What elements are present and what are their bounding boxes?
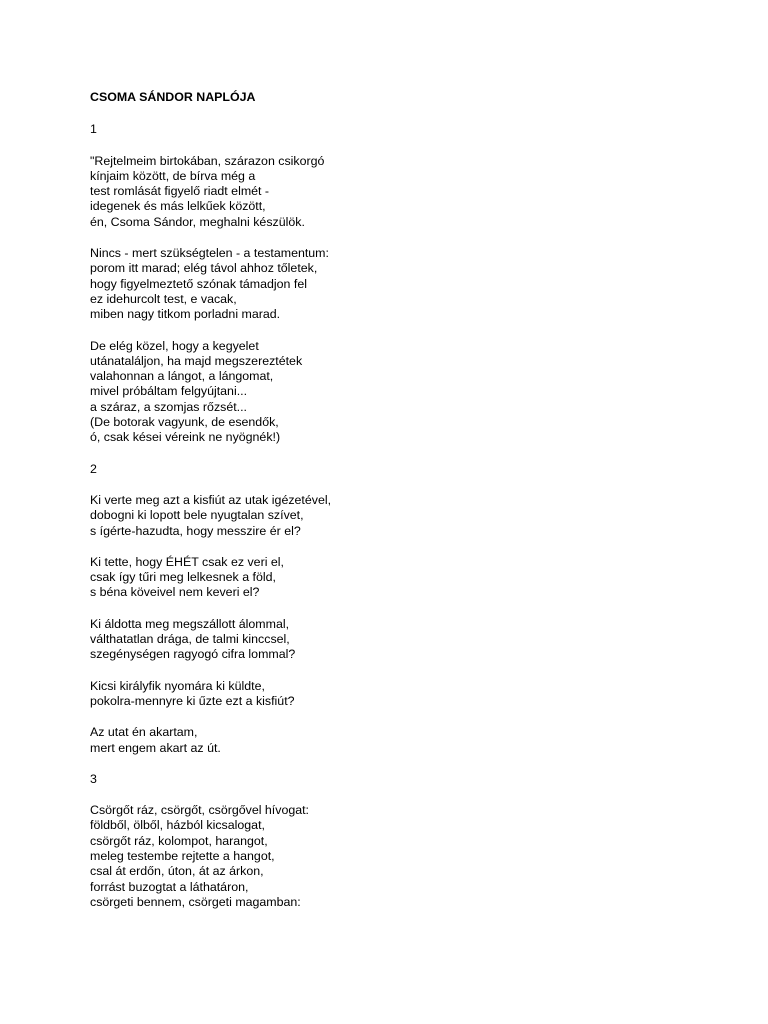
poem-line: Csörgőt ráz, csörgőt, csörgővel hívogat:: [90, 803, 310, 818]
poem-line: válthatatlan drága, de talmi kinccsel,: [90, 632, 290, 647]
poem-line: kínjaim között, de bírva még a: [90, 168, 256, 183]
poem-line: ez idehurcolt test, e vacak,: [90, 291, 237, 306]
document-page: [90, 90, 730, 926]
poem-line: Ki verte meg azt a kisfiút az utak igézetével,: [90, 492, 332, 507]
poem-line: Kicsi királyfik nyomára ki küldte,: [90, 678, 265, 693]
poem-line: csak így tűri meg lelkesnek a föld,: [90, 570, 276, 585]
poem-line: miben nagy titkom porladni marad.: [90, 307, 281, 322]
poem-line: valahonnan a lángot, a lángomat,: [90, 369, 274, 384]
stanza: [90, 339, 730, 446]
poem-line: mert engem akart az út.: [90, 740, 221, 755]
section-number: 3: [90, 771, 97, 786]
poem-line: Ki tette, hogy ÉHÉT csak ez veri el,: [90, 554, 284, 569]
section-number: 2: [90, 461, 97, 476]
poem-line: s béna köveivel nem keveri el?: [90, 585, 260, 600]
poem-line: forrást buzogtat a láthatáron,: [90, 879, 249, 894]
poem-line: Az utat én akartam,: [90, 725, 198, 740]
poem-line: porom itt marad; elég távol ahhoz tőletek,: [90, 261, 318, 276]
stanza: [90, 246, 730, 322]
poem-line: csörgőt ráz, kolompot, harangot,: [90, 833, 268, 848]
poem-line: meleg testembe rejtette a hangot,: [90, 848, 275, 863]
poem-line: pokolra-mennyre ki űzte ezt a kisfiút?: [90, 693, 295, 708]
section-2: [90, 462, 730, 756]
stanza: [90, 803, 730, 910]
poem-line: földből, ölből, házból kicsalogat,: [90, 818, 265, 833]
stanza: [90, 617, 730, 663]
poem-line: én, Csoma Sándor, meghalni készülök.: [90, 214, 305, 229]
poem-line: s ígérte-hazudta, hogy messzire ér el?: [90, 523, 301, 538]
section-number: 1: [90, 122, 97, 137]
stanza: [90, 154, 730, 230]
stanza: [90, 493, 730, 539]
stanza: [90, 679, 730, 710]
section-1: [90, 122, 730, 445]
poem-line: De elég közel, hogy a kegyelet: [90, 338, 259, 353]
poem-line: "Rejtelmeim birtokában, szárazon csikorgó: [90, 153, 325, 168]
poem-line: szegénységen ragyogó cifra lommal?: [90, 647, 296, 662]
poem-line: dobogni ki lopott bele nyugtalan szívet,: [90, 508, 304, 523]
poem-line: test romlását figyelő riadt elmét -: [90, 184, 270, 199]
poem-line: (De botorak vagyunk, de esendők,: [90, 415, 279, 430]
document-title: CSOMA SÁNDOR NAPLÓJA: [90, 90, 256, 104]
stanza: [90, 555, 730, 601]
poem-line: Nincs - mert szükségtelen - a testamentum:: [90, 246, 329, 261]
poem-line: utánataláljon, ha majd megszereztétek: [90, 353, 303, 368]
poem-line: ó, csak kései véreink ne nyögnék!): [90, 430, 281, 445]
poem-line: idegenek és más lelkűek között,: [90, 199, 266, 214]
section-3: [90, 772, 730, 910]
poem-line: csörgeti bennem, csörgeti magamban:: [90, 894, 301, 909]
poem-line: mivel próbáltam felgyújtani...: [90, 384, 248, 399]
poem-line: hogy figyelmeztető szónak támadjon fel: [90, 276, 307, 291]
stanza: [90, 725, 730, 756]
poem-line: Ki áldotta meg megszállott álommal,: [90, 616, 290, 631]
poem-line: a száraz, a szomjas rőzsét...: [90, 399, 248, 414]
poem-line: csal át erdőn, úton, át az árkon,: [90, 864, 264, 879]
